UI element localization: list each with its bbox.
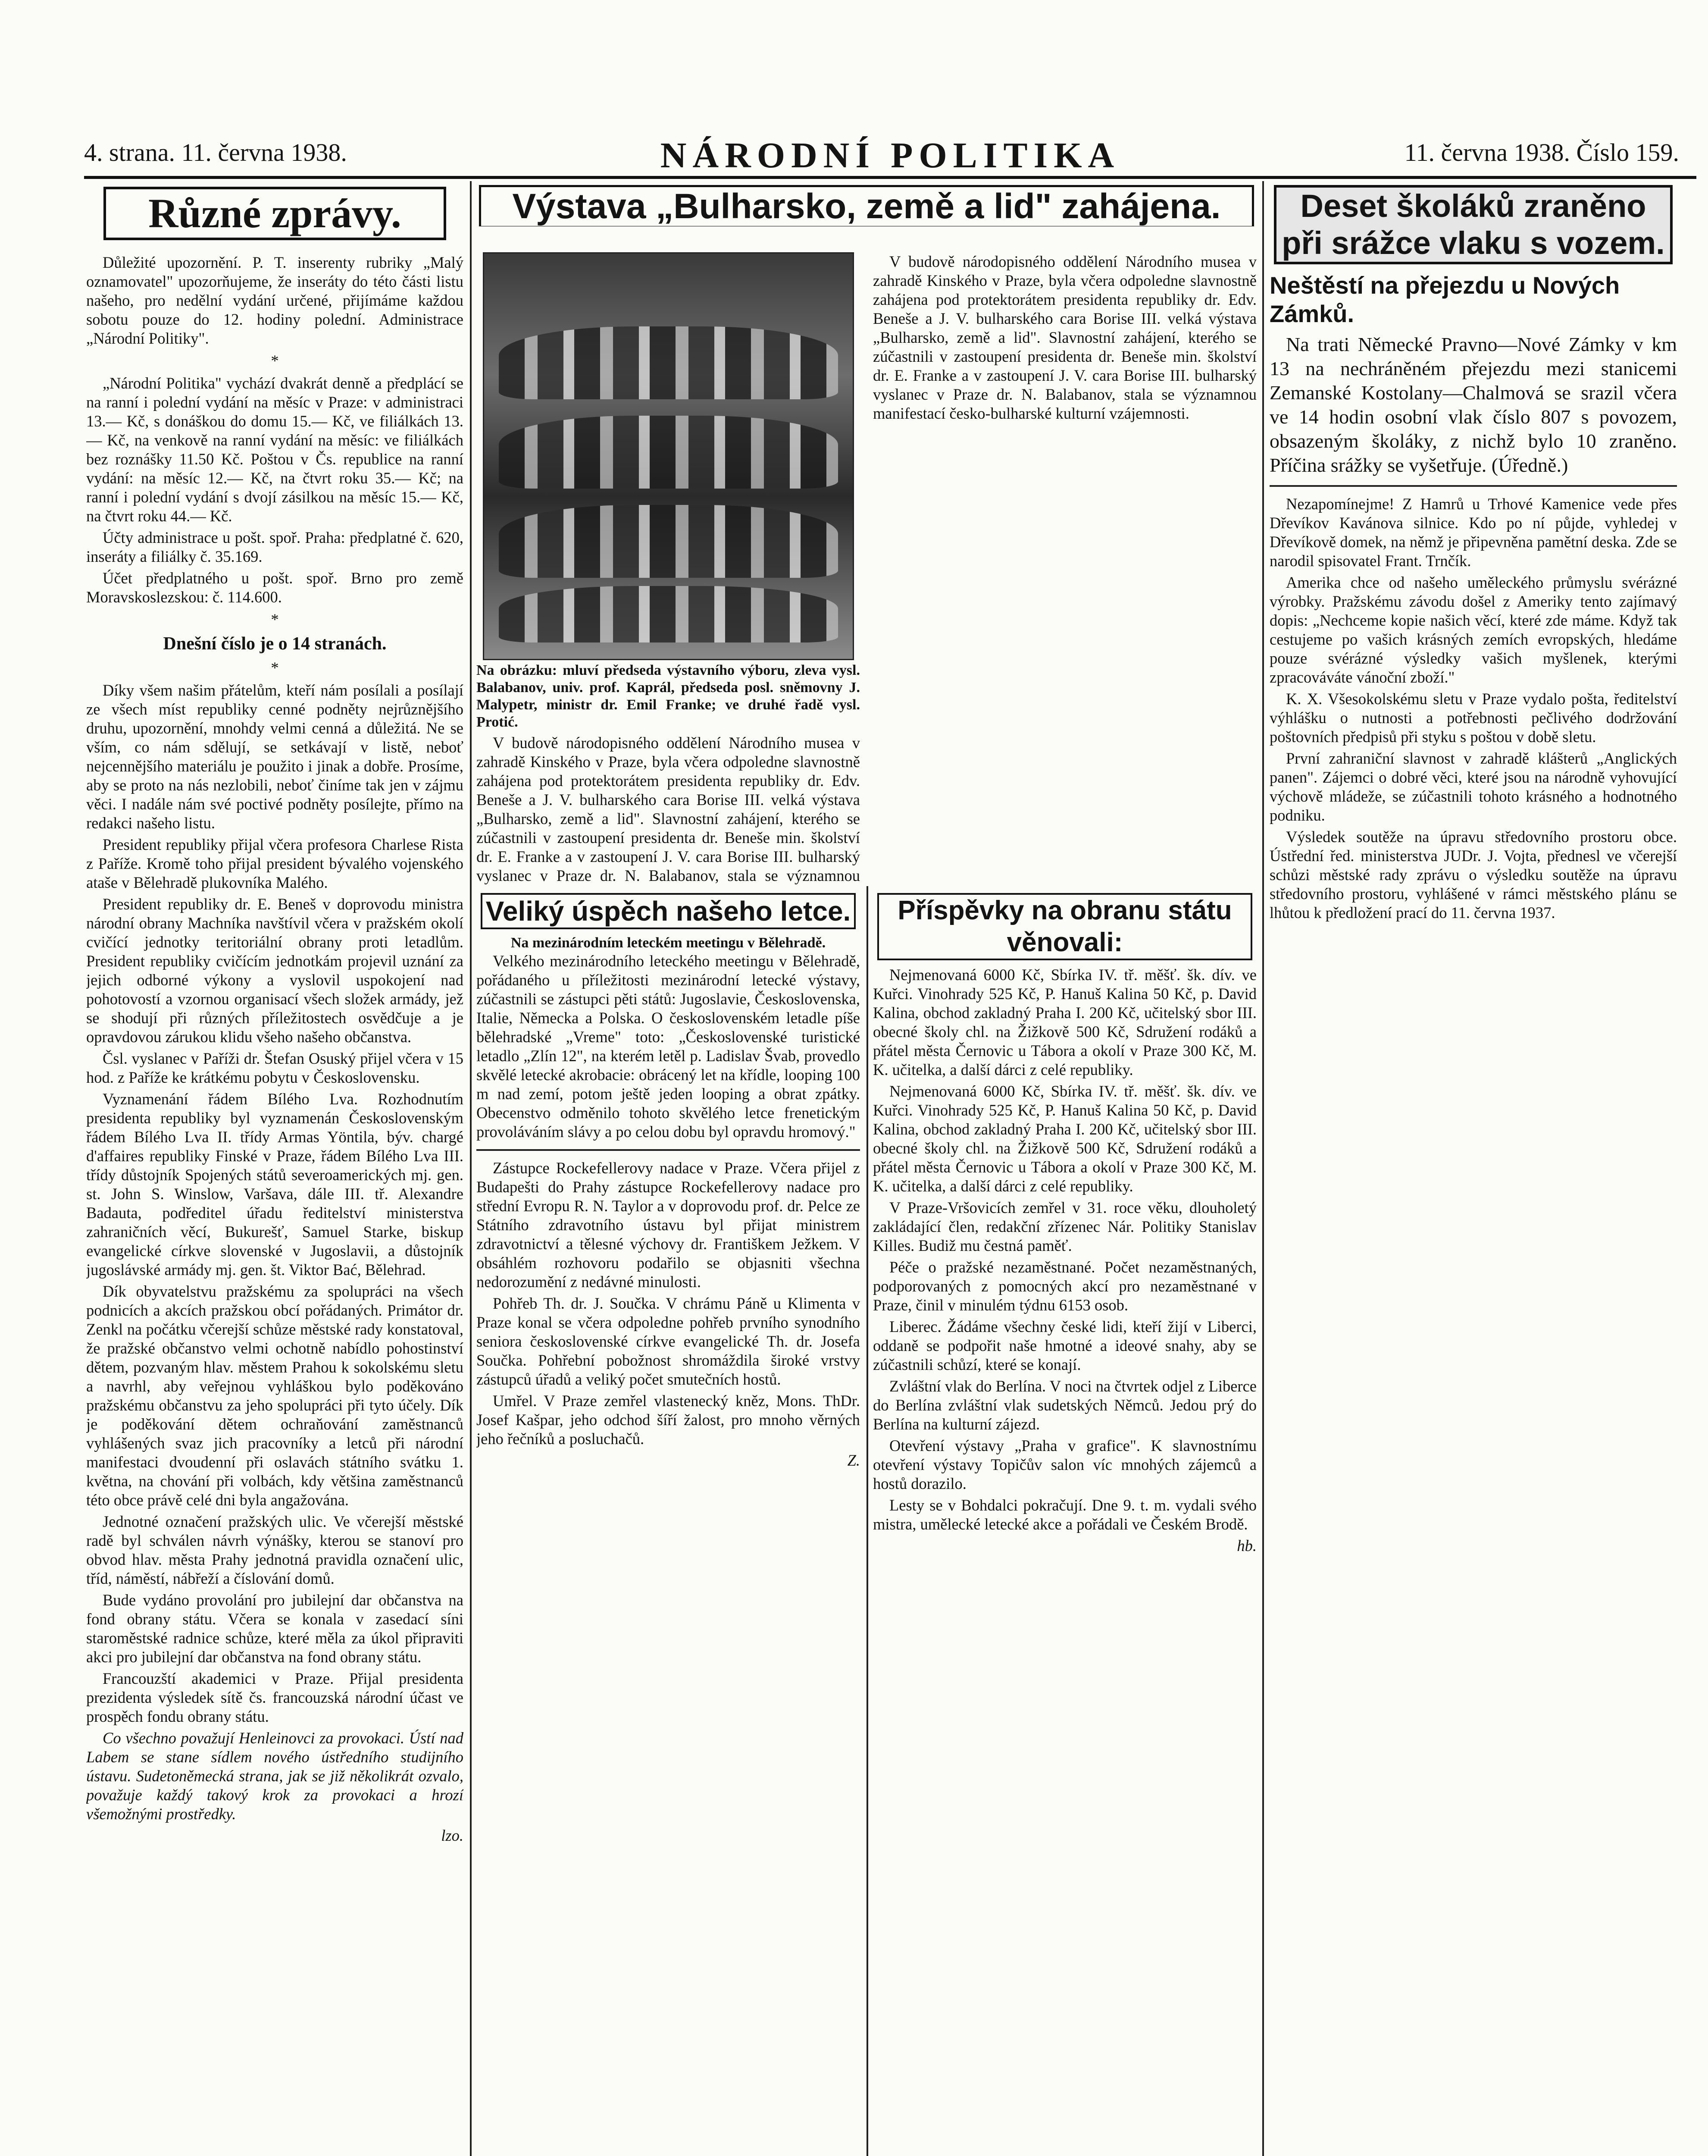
masthead: NÁRODNÍ POLITIKA xyxy=(660,135,1120,175)
divider xyxy=(1270,485,1677,487)
article-jubilee-gift: Bude vydáno provolání pro jubilejní dar občanstva na fond obrany státu. Včera se konala v zasedací síni staroměstské radnice schůze, které měla za úkol připraviti akci pro jubilejní dar občanstva na fond obrany státu. xyxy=(86,1591,463,1666)
exhibition-title: Výstava „Bulharsko, země a lid" zahájena. xyxy=(479,185,1254,226)
article-liberec: Liberec. Žádáme všechny české lidi, kteří žijí v Liberci, oddaně se podpořit naše hmotné a ideové snahy, aby se zúčastnili schůzí, které se konají. xyxy=(873,1318,1257,1373)
article-thanks-citizens: Dík obyvatelstvu pražskému za spolupráci na všech podnicích a akcích pražskou obcí pořádaných. Primátor dr. Zenkl na počátku včerejší schůze městské rady konstatoval, že pražské občanstvo velmi ochotně nabídlo pohostinství dětem, pozvaným hlav. městem Prahou k sokolskému sletu a navrhl, aby veřejnou vyhláškou bylo poděkováno pražskému občanstvu za jeho spolupráci při tyto účely. Dík je poděkování dětem ochraňování zaměstnanců vyhlášených svaz jich pracovníky a letců při národní manifestaci dvoudenní při oslavách státního svátku 1. května, na chování při volbách, kdy většina zaměstnanců této obce právě celé dni byla angažována. xyxy=(86,1282,463,1509)
article-garden-festival: První zahraniční slavnost v zahradě klášterů „Anglických panen". Zájemci o dobré věci, které jsou na národně vyhovující výchově mládeže, se zúčastnili tohoto krásného a hodnotného podniku. xyxy=(1270,749,1677,824)
column-divider xyxy=(867,886,868,2156)
column-accident xyxy=(1270,183,1677,2156)
article-street-names: Jednotné označení pražských ulic. Ve včerejší městské radě byl schválen návrh výnášky, kterou se stanoví pro obvod hlav. města Prahy jednotná pravidla označení ulic, tříd, náměstí, nábřeží a číslování domů. xyxy=(86,1513,463,1587)
notice-accounts: Účty administrace u pošt. spoř. Praha: předplatné č. 620, inseráty a filiálky č. 35.169. xyxy=(86,529,463,565)
column-contributions xyxy=(873,890,1257,2156)
article-envoy: Čsl. vyslanec v Paříži dr. Štefan Osuský přijel včera v 15 hod. z Paříže ke krátkému pobytu v Československu. xyxy=(86,1050,463,1086)
signature: hb. xyxy=(1237,1537,1257,1554)
separator-star: * xyxy=(271,611,279,628)
pages-notice: Dnešní číslo je o 14 stranách. xyxy=(163,634,387,654)
article-thanks: Díky všem našim přátelům, kteří nám posílali a posílají ze všech míst republiky cenné podněty nejrůznějšího druhu, upozornění, mnohdy velmi cenná a důležitá. Ne se vším, co nám sdělují, se setkávají v listě, neboť nejcennějšího materiálu je použito i jinak a dobře. Prosíme, aby se proto na nás nezlobili, neboť činíme tak jen v zájmu věci. I nadále nám své poctivé podněty posílejte, přímo na redakci našeho listu. xyxy=(86,681,463,832)
notice-subscription: „Národní Politika" vychází dvakrát denně a předplácí se na ranní i polední vydání na měsíc v Praze: v administraci 13.— Kč, s donáškou do domu 15.— Kč, ve filiálkách 13.— Kč, na venkově na ranní vydání na měsíc: ve filiálkách bez roznášky 11.50 Kč. Poštou v Čs. republice na ranní vydání: na měsíc 12.— Kč, na čtvrt roku 35.— Kč; na ranní i polední vydání s dvojí zásilkou na měsíc 15.— Kč, na čtvrt roku 44.— Kč. xyxy=(86,374,463,525)
aviation-title: Veliký úspěch našeho letce. xyxy=(481,893,856,929)
exhibition-lower-left xyxy=(476,662,860,886)
column-divider xyxy=(1262,181,1264,2156)
aviation-text: Velkého mezinárodního leteckého meetingu v Bělehradě, pořádaného u příležitosti mezinárodní letecké výstavy, zúčastnili se zástupci pěti států: Jugoslavie, Československa, Italie, Německa a Polska. O československém letadle píše bělehradské „Vreme" toto: „Československé turistické letadlo „Zlín 12", na kterém letěl p. Ladislav Švab, provedlo skvělé letecké akrobacie: obrácený let na křídle, looping 100 m nad zemí, potom ještě jeden looping a obrat zpátky. Obecenstvo odměnilo tohoto skvělého letce frenetickým provoláváním slávy a po celou dobu byl opravdu hromový." xyxy=(476,952,860,1141)
exhibition-text: V budově národopisného oddělení Národního musea v zahradě Kinského v Praze, byla včera odpoledne slavnostně zahájena pod protektorátem presidenta republiky dr. Edv. Beneše a J. V. bulharského cara Borise III. velká výstava „Bulharsko, země a lid". Slavnostní zahájení, kterého se zúčastnili v zastoupení presidenta dr. Beneše min. školství dr. E. Franke a v zastoupení J. V. cara Borise III. bulharský vyslanec v Praze dr. N. Balabanov, stala se významnou xyxy=(476,734,860,884)
article-competition: Výsledek soutěže na úpravu středovního prostoru obce. Ústřední řed. ministerstva JUDr. J. Vojta, přednesl ve včerejší schůzi městské rady zprávu o výsledku soutěže na úpravu středovního prostoru, vyhlášené v rámci městského plánu se lhůtou k předložení prací do 11. června 1937. xyxy=(1270,828,1677,921)
notice-account-brno: Účet předplatného u pošt. spoř. Brno pro země Moravskoslezskou: č. 114.600. xyxy=(86,569,463,606)
accident-subtitle: Neštěstí na přejezdu u Nových Zámků. xyxy=(1270,272,1620,327)
page-header xyxy=(84,135,1696,175)
article-funeral: Pohřeb Th. dr. J. Součka. V chrámu Páně u Klimenta v Praze konal se včera odpoledne pohřeb prvního synodního seniora československé církve evangelické Th. dr. Josefa Součka. Pohřební pobožnost shromáždila široké vrstvy zástupců úřadů a veliký počet smutečních hostů. xyxy=(476,1294,860,1388)
article-president-defense: President republiky dr. E. Beneš v doprovodu ministra národní obrany Machníka navštívil včera v pražském okolí cvičící jednotky teritoriální obrany proti letadlům. President republiky cvičícím jednotkám projevil uznání za jejich odborné výkony a vyslovil uspokojení nad pohotovostí a vzornou organisací všech složek armády, jež se shodují při různých příležitostech osvědčuje a je opravdovou zárukou klidu všeho našeho občanstva. xyxy=(86,895,463,1046)
article-bohdalec: Lesty se v Bohdalci pokračují. Dne 9. t. m. vydali svého mistra, umělecké letecké akce a pořádali ve Českém Brodě. xyxy=(873,1496,1257,1533)
header-left: 4. strana. 11. června 1938. xyxy=(84,138,347,166)
article-obituary: Umřel. V Praze zemřel vlastenecký kněz, Mons. ThDr. Josef Kašpar, jeho odchod šíří žalost, pro mnoho věrných jeho řečníků a posluchačů. xyxy=(476,1392,860,1448)
signature: lzo. xyxy=(441,1827,463,1844)
article-dont-forget: Nezapomínejme! Z Hamrů u Trhové Kamenice vede přes Dřevíkov Kavánova silnice. Kdo po ní půjde, vyhledej v Dřevíkově domek, na němž je připevněna pamětní deska. Zde se narodil spisovatel Frant. Trnčík. xyxy=(1270,495,1677,570)
article-henlein: Co všechno považují Henleinovci za provokaci. Ústí nad Labem se stane sídlem nového ústředního studijního ústavu. Sudetoněmecká strana, jak se již několikrát ozvalo, považuje každý takový krok za provokaci a hrozí všemožnými prostředky. xyxy=(86,1729,463,1823)
article-slet-post: K. X. Všesokolskému sletu v Praze vydalo pošta, ředitelství výhlášku o nutnosti a potřebnosti pečlivého dodržování poštovních předpisů při styku s poštou v době sletu. xyxy=(1270,690,1677,746)
column-divider xyxy=(470,181,472,2156)
accident-title: Deset školáků zraněno při srážce vlaku s vozem. xyxy=(1274,185,1673,264)
contributions-title: Příspěvky na obranu státu věnovali: xyxy=(877,893,1252,960)
article-berlin-train: Zvláštní vlak do Berlína. V noci na čtvrtek odjel z Liberce do Berlína zvláštní vlak sudetských Němců. Jedou prý do Berlína na kulturní zájezd. xyxy=(873,1377,1257,1433)
article-decorations: Vyznamenání řádem Bílého Lva. Rozhodnutím presidenta republiky byl vyznamenán Československým řádem Bílého Lva II. třídy Armas Yöntila, býv. chargé d'affaires republiky Finské v Praze, řádem Bílého Lva III. třídy důstojník Spojených států severoamerických mj. gen. st. John S. Winslow, Varšava, dále III. tř. Alexandre Badauta, podředitel úřadu ředitelství ministerstva zahraničních věcí, Bukurešť, Samuel Starke, biskup evangelické církve slovenské v Jugoslavii, a důstojník jugoslávské armády mj. gen. št. Viktor Bać, Bělehrad. xyxy=(86,1090,463,1279)
article-president-visit: President republiky přijal včera profesora Charlese Rista z Paříže. Kromě toho přijal president bývalého vojenského ataše v Bělehradě plukovníka Malého. xyxy=(86,836,463,891)
aviation-subtitle: Na mezinárodním leteckém meetingu v Bělehradě. xyxy=(510,935,826,951)
column-aviation xyxy=(476,890,860,2156)
header-right: 11. června 1938. Číslo 159. xyxy=(1404,138,1679,166)
header-rule xyxy=(84,176,1696,179)
contributions-list-continued: Nejmenovaná 6000 Kč, Sbírka IV. tř. měšť. šk. dív. ve Kuřci. Vinohrady 525 Kč, P. Hanuš Kalina 50 Kč, p. David Kalina, obchod zakladný Praha I. 200 Kč, učitelský sbor III. obecné školy chl. na Žižkově 500 Kč, Sdružení rodáků a přátel města Černovic u Tábora a okolí v Praze 300 Kč, M. K. učitelka, a další dárci z celé republiky. xyxy=(873,1082,1257,1195)
exhibition-right xyxy=(873,252,1257,886)
divider xyxy=(476,1149,860,1151)
article-america: Amerika chce od našeho uměleckého průmyslu svérázné výrobky. Pražskému závodu došel z Ameriky tento zajímavý dopis: „Nechceme kopie našich věcí, které zde máme. Když tak cestujeme po vašich krásných zemích evropských, hledáme pouze svérázné výsledky vašich myšlenek, kterými zpracováváte vánoční zboží." xyxy=(1270,573,1677,686)
article-killes: V Praze-Vršovicích zemřel v 31. roce věku, dlouholetý zakládající člen, redakční zřízenec Nár. Politiky Stanislav Killes. Budiž mu čestná paměť. xyxy=(873,1199,1257,1254)
article-unemployed: Péče o pražské nezaměstnané. Počet nezaměstnaných, podporovaných z pomocných akcí pro nezaměstnané v Praze, činil v minulém týdnu 6153 osob. xyxy=(873,1258,1257,1314)
column-misc-news xyxy=(86,183,463,2156)
accident-text: Na trati Německé Pravno—Nové Zámky v km 13 na nechráněném přejezdu mezi stanicemi Zemanské Kostolany—Chalmová se srazil včera ve 14 hodin osobní vlak číslo 807 s povozem, obsazeným školáky, z nichž bylo 10 zraněno. Příčina srážky se vyšetřuje. (Úředně.) xyxy=(1270,333,1677,476)
notice-inserts: Důležité upozornění. P. T. inserenty rubriky „Malý oznamovatel" upozorňujeme, že inseráty do této části listu našeho, pro nedělní vydání určené, přijímáme každou sobotu pouze do 12. hodiny polední. Administrace „Národní Politiky". xyxy=(86,254,463,347)
article-academics: Francouzští akademici v Praze. Přijal presidenta prezidenta výsledek sítě čs. francouzská národní účast ve prospěch fondu obrany státu. xyxy=(86,1670,463,1725)
section-title: Různé zprávy. xyxy=(103,187,446,240)
signature: Z. xyxy=(847,1451,860,1469)
article-exhibition-graphics: Otevření výstavy „Praha v grafice". K slavnostnímu otevření výstavy Topičův salon víc mnohých zájemců a hostů dorazilo. xyxy=(873,1437,1257,1492)
separator-star: * xyxy=(271,659,279,677)
exhibition-headline xyxy=(476,183,1257,226)
exhibition-text-continued: V budově národopisného oddělení Národního musea v zahradě Kinského v Praze, byla včera odpoledne slavnostně zahájena pod protektorátem presidenta republiky dr. Edv. Beneše a J. V. bulharského cara Borise III. velká výstava „Bulharsko, země a lid". Slavnostní zahájení, kterého se zúčastnili v zastoupení presidenta dr. Beneše min. školství dr. E. Franke a v zastoupení J. V. cara Borise III. bulharský vyslanec v Praze dr. N. Balabanov, stala se významnou manifestací česko-bulharské kulturní vzájemnosti. xyxy=(873,253,1257,422)
photo-caption: Na obrázku: mluví předseda výstavního výboru, zleva vysl. Balabanov, univ. prof. Kaprál, předseda posl. sněmovny J. Malypetr, ministr dr. Emil Franke; ve druhé řadě vysl. Protić. xyxy=(476,662,860,730)
separator-star: * xyxy=(271,352,279,370)
exhibition-photo xyxy=(483,252,854,660)
contributions-list: Nejmenovaná 6000 Kč, Sbírka IV. tř. měšť. šk. dív. ve Kuřci. Vinohrady 525 Kč, P. Hanuš Kalina 50 Kč, p. David Kalina, obchod zakladný Praha I. 200 Kč, učitelský sbor III. obecné školy chl. na Žižkově 500 Kč, Sdružení rodáků a přátel města Černovic u Tábora a okolí v Praze 300 Kč, M. K. učitelka, a další dárci z celé republiky. xyxy=(873,966,1257,1078)
article-rockefeller: Zástupce Rockefellerovy nadace v Praze. Včera přijel z Budapešti do Prahy zástupce Rockefellerovy nadace pro střední Evropu R. N. Taylor a v doprovodu prof. dr. Pelce ze Státního zdravotního ústavu byl přijat ministrem zdravotnictví a tělesné výchovy dr. Františkem Ježkem. V obsáhlém rozhovoru podařilo se objasniti všechna nedorozumění z nedávné minulosti. xyxy=(476,1159,860,1291)
